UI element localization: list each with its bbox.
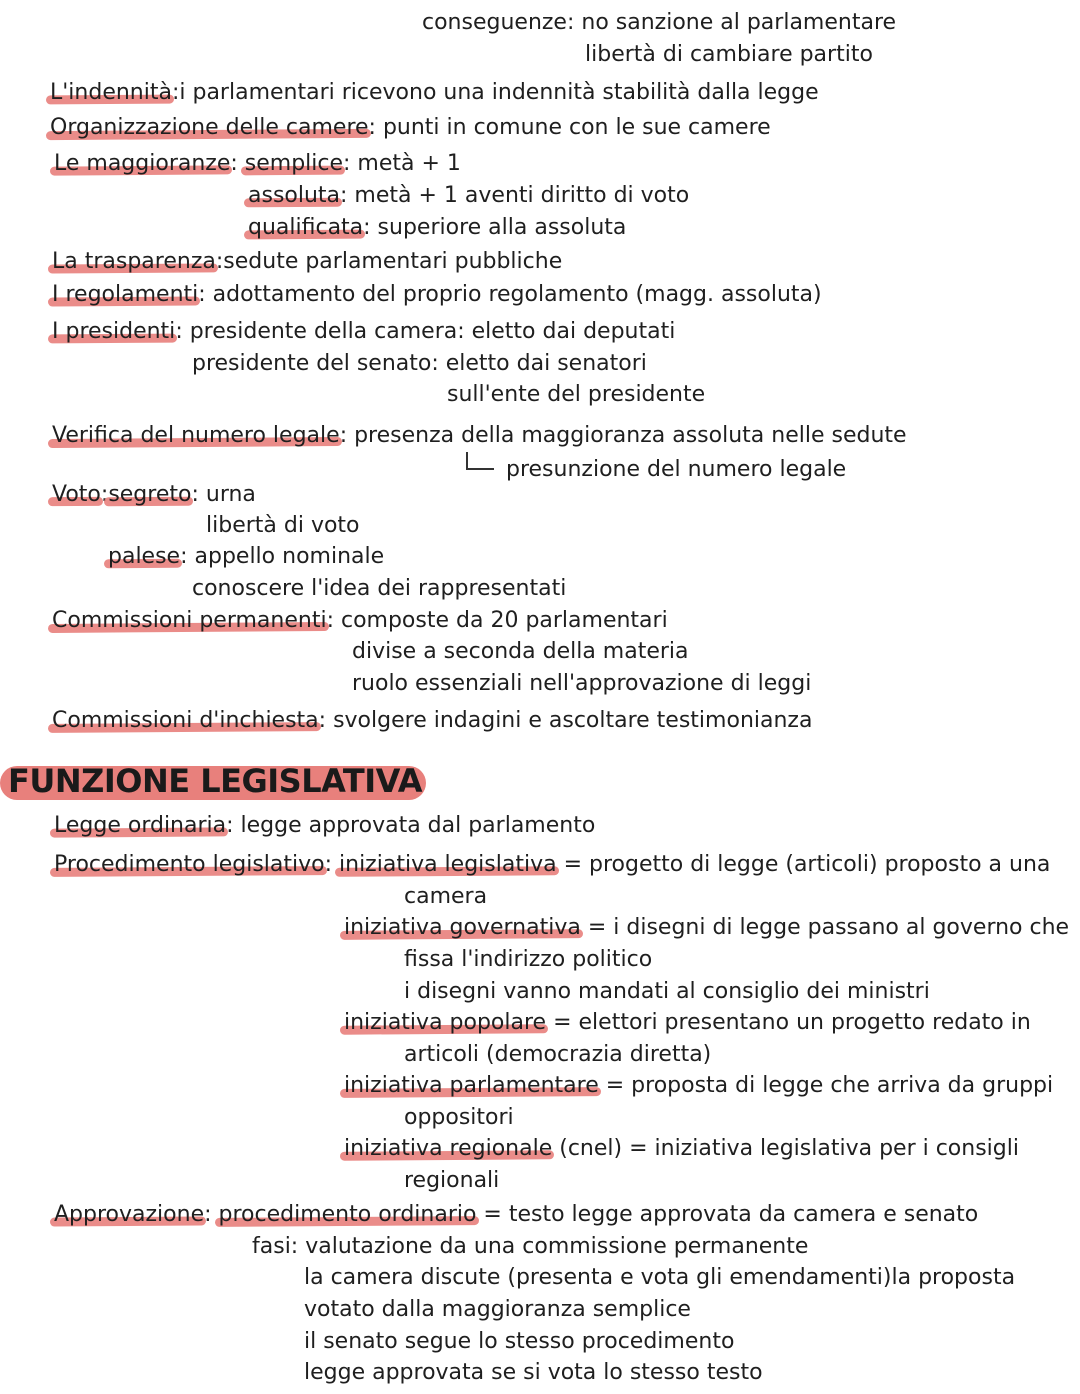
highlighted-term: iniziativa regionale: [344, 1136, 553, 1161]
note-line: [52, 706, 812, 736]
note-text: : svolgere indagini e ascoltare testimonianza: [318, 708, 813, 733]
note-line: [54, 811, 595, 841]
note-text: regionali: [404, 1168, 500, 1193]
note-text: :: [230, 151, 245, 176]
highlighted-term: Le maggioranze: [54, 151, 231, 176]
note-line: [404, 977, 930, 1007]
note-text: = progetto di legge (articoli) proposto a una: [556, 852, 1051, 877]
note-text: :sedute parlamentari pubbliche: [215, 249, 563, 274]
note-line: [52, 480, 256, 510]
note-line: [50, 78, 819, 108]
highlighted-term: La trasparenza: [52, 249, 216, 274]
note-text: il senato segue lo stesso procedimento: [304, 1329, 735, 1354]
highlighted-term: iniziativa parlamentare: [344, 1073, 599, 1098]
note-line: [352, 669, 811, 699]
highlighted-term: Legge ordinaria: [54, 813, 227, 838]
note-line: [248, 181, 689, 211]
note-text: :i parlamentari ricevono una indennità stabilità dalla legge: [171, 80, 819, 105]
note-line: [404, 1166, 499, 1196]
note-line: [422, 8, 896, 38]
note-text: libertà di cambiare partito: [585, 42, 873, 67]
note-line: [404, 1040, 711, 1070]
note-text: : adottamento del proprio regolamento (magg. assoluta): [198, 282, 822, 307]
note-text: : presidente della camera: eletto dai deputati: [175, 319, 676, 344]
note-text: : superiore alla assoluta: [363, 215, 627, 240]
highlighted-term: Commissioni d'inchiesta: [52, 708, 319, 733]
note-text: legge approvata se si vota lo stesso testo: [304, 1360, 763, 1385]
note-text: : punti in comune con le sue camere: [368, 115, 771, 140]
note-text: divise a seconda della materia: [352, 639, 689, 664]
note-line: [54, 149, 461, 179]
note-text: = testo legge approvata da camera e senato: [476, 1202, 979, 1227]
highlighted-term: segreto: [108, 482, 192, 507]
note-text: = elettori presentano un progetto redato in: [546, 1010, 1031, 1035]
note-text: : metà + 1: [343, 151, 461, 176]
highlighted-term: Voto: [52, 482, 101, 507]
note-text: ruolo essenziali nell'approvazione di leggi: [352, 671, 812, 696]
note-text: libertà di voto: [206, 513, 360, 538]
highlighted-term: L'indennità: [50, 80, 172, 105]
note-line: [344, 1008, 1031, 1038]
note-text: (cnel) = iniziativa legislativa per i consigli: [552, 1136, 1019, 1161]
note-line: [585, 40, 873, 70]
note-line: [52, 421, 907, 451]
note-text: la camera discute (presenta e vota gli emendamenti)la proposta: [304, 1265, 1016, 1290]
highlighted-term: Organizzazione delle camere: [50, 115, 369, 140]
note-text: :: [324, 852, 340, 877]
highlighted-term: Approvazione: [54, 1202, 205, 1227]
section-title: FUNZIONE LEGISLATIVA: [8, 758, 422, 804]
note-line: [108, 542, 384, 572]
note-text: : legge approvata dal parlamento: [226, 813, 596, 838]
highlighted-term: procedimento ordinario: [218, 1202, 477, 1227]
note-line: [192, 574, 566, 604]
note-line: [304, 1327, 734, 1357]
note-text: camera: [404, 884, 488, 909]
note-line: [252, 1232, 808, 1262]
highlighted-term: I presidenti: [52, 319, 176, 344]
note-text: votato dalla maggioranza semplice: [304, 1297, 691, 1322]
highlighted-term: iniziativa governativa: [344, 915, 581, 940]
note-line: [344, 1134, 1019, 1164]
note-line: [248, 213, 626, 243]
note-text: presidente del senato: eletto dai senatori: [192, 351, 647, 376]
note-text: :: [204, 1202, 219, 1227]
highlighted-term: Procedimento legislativo: [54, 852, 325, 877]
note-line: [404, 1103, 514, 1133]
note-text: : no sanzione al parlamentare: [566, 10, 897, 35]
note-line: [52, 247, 562, 277]
note-line: [54, 1200, 978, 1230]
note-text: articoli (democrazia diretta): [404, 1042, 712, 1067]
note-line: [304, 1358, 763, 1388]
highlighted-term: qualificata: [248, 215, 364, 240]
note-line: [206, 511, 360, 541]
note-line: [304, 1295, 691, 1325]
note-text: = i disegni di legge passano al governo che: [580, 915, 1070, 940]
note-text: :: [100, 482, 109, 507]
note-line: [52, 280, 822, 310]
note-text: : metà + 1 aventi diritto di voto: [340, 183, 690, 208]
note-line: [404, 882, 487, 912]
highlighted-term: Verifica del numero legale: [52, 423, 340, 448]
note-text: : urna: [191, 482, 256, 507]
note-line: [466, 452, 846, 482]
note-line: [192, 349, 647, 379]
highlighted-term: Commissioni permanenti: [52, 608, 327, 633]
note-text: conseguenze: [422, 10, 567, 35]
highlighted-term: semplice: [244, 151, 344, 176]
note-text: fasi: valutazione da una commissione permanente: [252, 1234, 809, 1259]
note-text: : appello nominale: [180, 544, 385, 569]
note-text: presunzione del numero legale: [506, 457, 847, 482]
note-text: oppositori: [404, 1105, 514, 1130]
note-text: sull'ente del presidente: [447, 382, 706, 407]
note-text: = proposta di legge che arriva da gruppi: [598, 1073, 1054, 1098]
note-text: : presenza della maggioranza assoluta nelle sedute: [339, 423, 907, 448]
note-line: [52, 317, 675, 347]
highlighted-term: palese: [108, 544, 181, 569]
note-line: [352, 637, 689, 667]
note-line: [344, 913, 1069, 943]
note-line: [54, 850, 1050, 880]
highlighted-term: iniziativa legislativa: [339, 852, 557, 877]
note-text: fissa l'indirizzo politico: [404, 947, 653, 972]
note-line: [52, 606, 668, 636]
note-line: [447, 380, 705, 410]
highlighted-term: I regolamenti: [52, 282, 199, 307]
highlighted-term: assoluta: [248, 183, 341, 208]
tree-connector-icon: [466, 452, 494, 470]
note-line: [404, 945, 652, 975]
note-text: i disegni vanno mandati al consiglio dei ministri: [404, 979, 930, 1004]
note-text: conoscere l'idea dei rappresentati: [192, 576, 567, 601]
note-line: [304, 1263, 1015, 1293]
note-text: : composte da 20 parlamentari: [326, 608, 668, 633]
note-line: [50, 113, 771, 143]
note-line: [344, 1071, 1053, 1101]
highlighted-term: iniziativa popolare: [344, 1010, 547, 1035]
